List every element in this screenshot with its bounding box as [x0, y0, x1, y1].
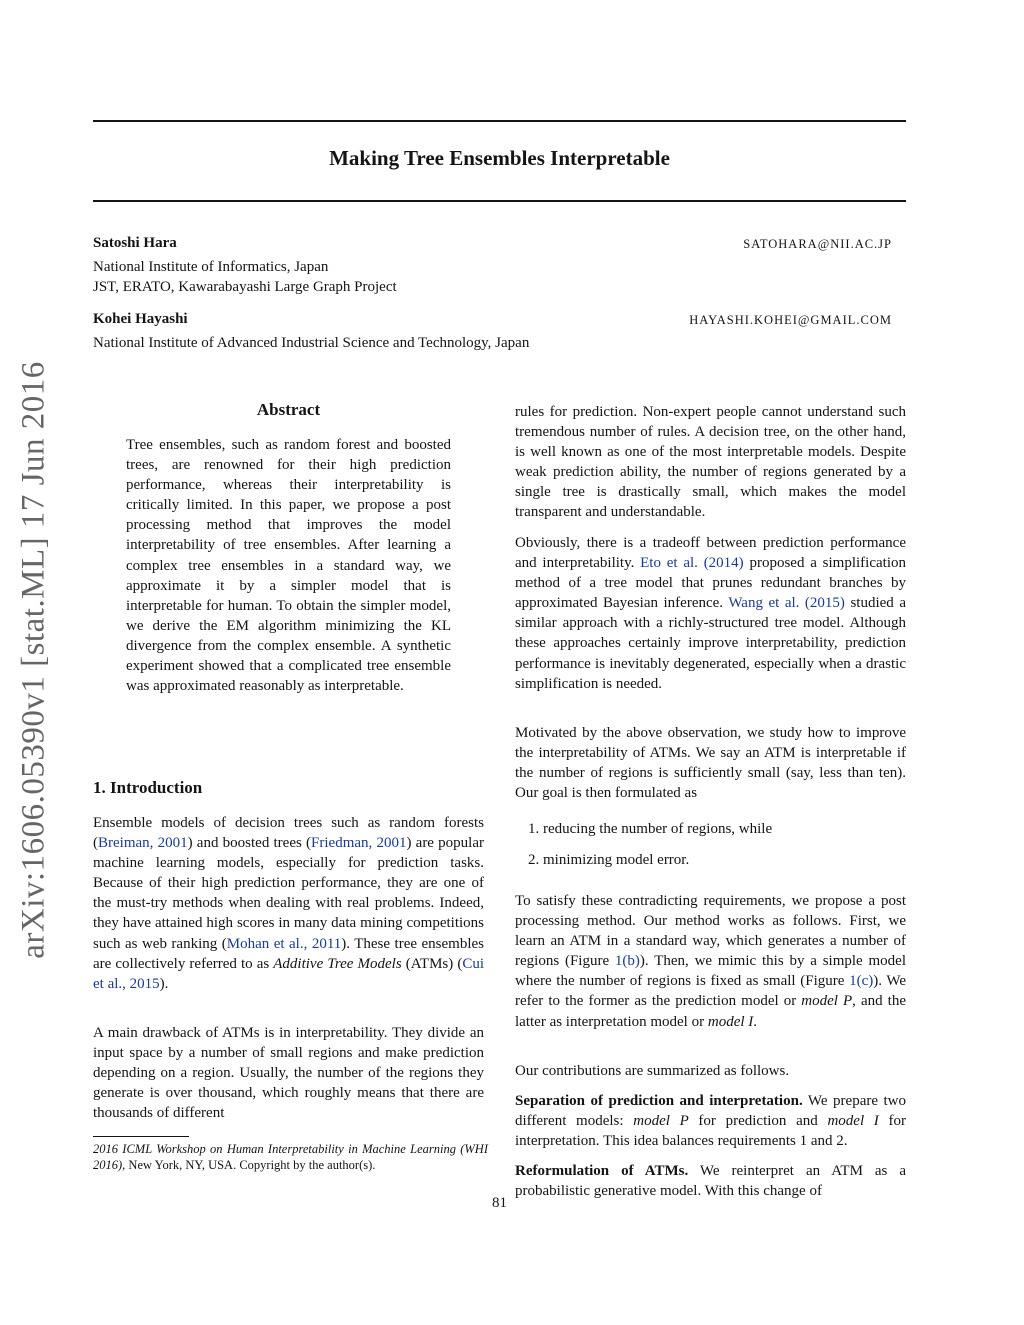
- intro-paragraph-1: Ensemble models of decision trees such as random forests (Breiman, 2001) and boosted trees (Friedman, 2001) are popular machine learning models, especially for prediction tasks. Because of their high prediction performance, they are one of the must-try methods when dealing with real problems. Indeed, they have attained high scores in many data mining competitions such as web ranking (Mohan et al., 2011). These tree ensembles are collectively referred to as Additive Tree Models (ATMs) (Cui et al., 2015).: [93, 815, 484, 992]
- citation-breiman[interactable]: Breiman, 2001: [98, 835, 188, 852]
- author-1-name: Satoshi Hara: [93, 235, 177, 251]
- right-paragraph-6: Separation of prediction and interpretation. We prepare two different models: model P for prediction and model I for interpretation. This idea balances requirements 1 and 2.: [515, 1093, 907, 1150]
- author-1-email[interactable]: SATOHARA@NII.AC.JP: [743, 237, 892, 251]
- paper-title: Making Tree Ensembles Interpretable: [329, 146, 670, 170]
- intro-paragraph-2: A main drawback of ATMs is in interpretability. They divide an input space by a number of small regions and make prediction depending on a region. Usually, the number of the regions they generate is over thousand, which roughly means that there are thousands of different: [93, 1025, 484, 1122]
- citation-mohan[interactable]: Mohan et al., 2011: [226, 935, 342, 952]
- page-number: 81: [492, 1195, 507, 1211]
- right-paragraph-7: Reformulation of ATMs. We reinterpret an ATM as a probabilistic generative model. With this change of: [515, 1163, 906, 1200]
- author-2-affiliation-1: National Institute of Advanced Industrial Science and Technology, Japan: [93, 335, 530, 351]
- top-rule: [93, 120, 906, 122]
- title-bottom-rule: [93, 200, 906, 202]
- citation-eto[interactable]: Eto et al. (2014): [640, 555, 744, 572]
- citation-wang[interactable]: Wang et al. (2015): [728, 595, 845, 612]
- right-paragraph-2: Obviously, there is a tradeoff between prediction performance and interpretability. Eto et al. (2014) proposed a simplification method of a tree model that prunes redundant branches by approximated Bayesian inference. Wang et al. (2015) studied a similar approach with a richly-structured tree model. Although these approaches certainly improve interpretability, prediction performance is inevitably degenerated, especially when a drastic simplification is needed.: [515, 535, 906, 692]
- citation-friedman[interactable]: Friedman, 2001: [311, 835, 407, 852]
- list-item-2: 2. minimizing model error.: [528, 852, 690, 868]
- figure-ref-1c[interactable]: 1(c): [849, 973, 874, 990]
- footnote-rule: [93, 1136, 189, 1137]
- introduction-heading: 1. Introduction: [93, 778, 203, 797]
- author-2-email[interactable]: HAYASHI.KOHEI@GMAIL.COM: [689, 313, 892, 327]
- author-1-affiliation-1: National Institute of Informatics, Japan: [93, 259, 329, 275]
- author-1-affiliation-2: JST, ERATO, Kawarabayashi Large Graph Project: [93, 279, 397, 295]
- arxiv-stamp-text: arXiv:1606.05390v1 [stat.ML] 17 Jun 2016: [15, 361, 52, 959]
- arxiv-stamp: [14, 360, 54, 960]
- list-item-1: 1. reducing the number of regions, while: [528, 821, 773, 837]
- right-paragraph-5: Our contributions are summarized as follows.: [515, 1063, 790, 1079]
- footnote: 2016 ICML Workshop on Human Interpretability in Machine Learning (WHI 2016), New York, NY, USA. Copyright by the author(s).: [93, 1142, 488, 1173]
- abstract-text: Tree ensembles, such as random forest and boosted trees, are renowned for their high prediction performance, whereas their interpretability is critically limited. In this paper, we propose a post processing method that improves the model interpretability of tree ensembles. After learning a complex tree ensembles in a standard way, we approximate it by a simpler model that is interpretable for human. To obtain the simpler model, we derive the EM algorithm minimizing the KL divergence from the complex ensemble. A synthetic experiment showed that a complicated tree ensemble was approximated reasonably as interpretable.: [126, 437, 451, 695]
- abstract-heading: Abstract: [256, 400, 321, 419]
- figure-ref-1b[interactable]: 1(b): [614, 953, 640, 970]
- right-paragraph-1: rules for prediction. Non-expert people cannot understand such tremendous number of rules. A decision tree, on the other hand, is well known as one of the most interpretable models. Despite weak prediction ability, the number of regions generated by a single tree is drastically small, which makes the model transparent and understandable.: [515, 404, 906, 521]
- right-paragraph-4: To satisfy these contradicting requirements, we propose a post processing method. Our method works as follows. First, we learn an ATM in a standard way, which generates a number of regions (Figure 1(b)). Then, we mimic this by a simple model where the number of regions is fixed as small (Figure 1(c)). We refer to the former as the prediction model or model P, and the latter as interpretation model or model I.: [515, 893, 907, 1030]
- citation-cui[interactable]: Cui et al., 2015: [93, 955, 484, 992]
- author-2-name: Kohei Hayashi: [93, 311, 188, 327]
- right-paragraph-3: Motivated by the above observation, we study how to improve the interpretability of ATMs. We say an ATM is interpretable if the number of regions is sufficiently small (say, less than ten). Our goal is then formulated as: [515, 725, 906, 802]
